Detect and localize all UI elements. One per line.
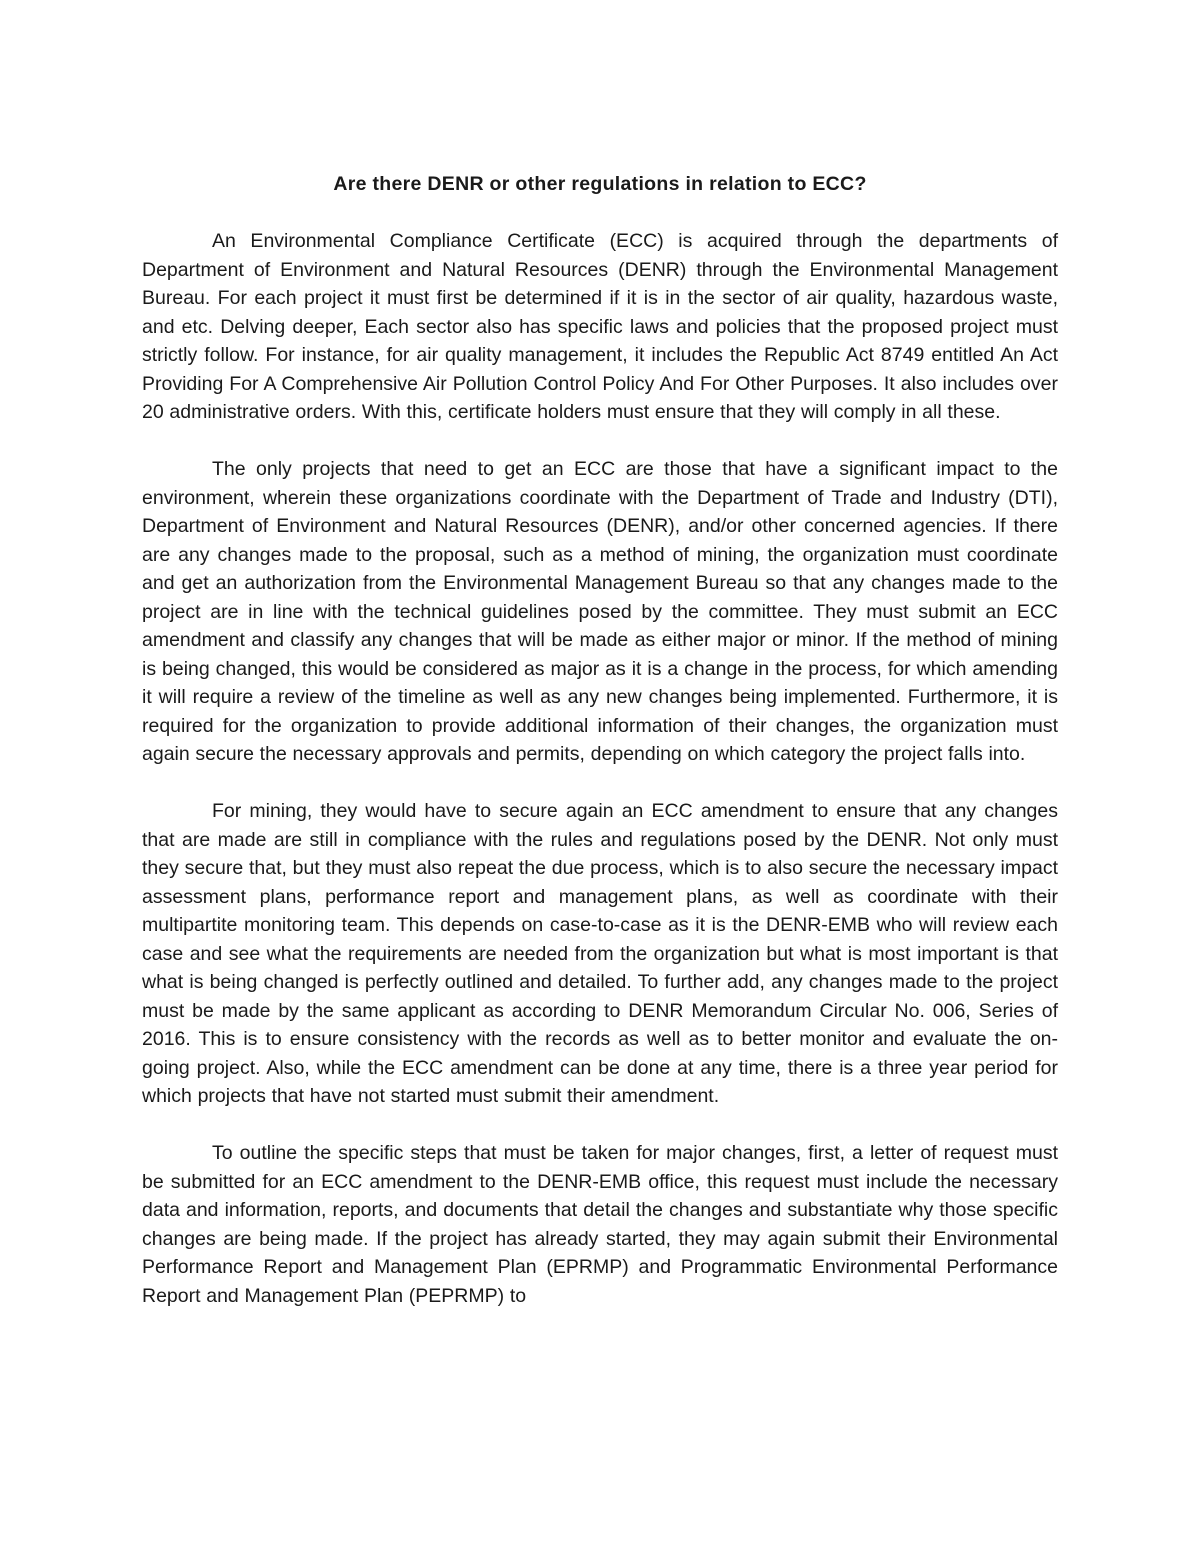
paragraph-major-change-steps: To outline the specific steps that must be taken for major changes, first, a letter of request must be submitted for an ECC amendment to the DENR-EMB office, this request must include the necessary data and information, reports, and documents that detail the changes and substantiate why those specific changes are being made. If the project has already started, they may again submit their Environmental Performance Report and Management Plan (EPRMP) and Programmatic Environmental Performance Report and Management Plan (PEPRMP) to	[142, 1142, 1058, 1307]
paragraph-mining-amendment: For mining, they would have to secure again an ECC amendment to ensure that any changes that are made are still in compliance with the rules and regulations posed by the DENR. Not only must they secure that, but they must also repeat the due process, which is to also secure the necessary impact assessment plans, performance report and management plans, as well as coordinate with their multipartite monitoring team. This depends on case-to-case as it is the DENR-EMB who will review each case and see what the requirements are needed from the organization but what is most important is that what is being changed is perfectly outlined and detailed. To further add, any changes made to the project must be made by the same applicant as according to DENR Memorandum Circular No. 006, Series of 2016. This is to ensure consistency with the records as well as to better monitor and evaluate the on-going project. Also, while the ECC amendment can be done at any time, there is a three year period for which projects that have not started must submit their amendment.	[142, 800, 1058, 1107]
document-body	[142, 170, 1058, 1310]
document-title: Are there DENR or other regulations in relation to ECC?	[333, 173, 867, 195]
paragraph-ecc-overview: An Environmental Compliance Certificate (ECC) is acquired through the departments of Department of Environment and Natural Resources (DENR) through the Environmental Management Bureau. For each project it must first be determined if it is in the sector of air quality, hazardous waste, and etc. Delving deeper, Each sector also has specific laws and policies that the proposed project must strictly follow. For instance, for air quality management, it includes the Republic Act 8749 entitled An Act Providing For A Comprehensive Air Pollution Control Policy And For Other Purposes. It also includes over 20 administrative orders. With this, certificate holders must ensure that they will comply in all these.	[142, 230, 1058, 423]
paragraph-projects-needing-ecc: The only projects that need to get an ECC are those that have a significant impact to the environment, wherein these organizations coordinate with the Department of Trade and Industry (DTI), Department of Environment and Natural Resources (DENR), and/or other concerned agencies. If there are any changes made to the proposal, such as a method of mining, the organization must coordinate and get an authorization from the Environmental Management Bureau so that any changes made to the project are in line with the technical guidelines posed by the committee. They must submit an ECC amendment and classify any changes that will be made as either major or minor. If the method of mining is being changed, this would be considered as major as it is a change in the process, for which amending it will require a review of the timeline as well as any new changes being implemented. Furthermore, it is required for the organization to provide additional information of their changes, the organization must again secure the necessary approvals and permits, depending on which category the project falls into.	[142, 458, 1058, 765]
